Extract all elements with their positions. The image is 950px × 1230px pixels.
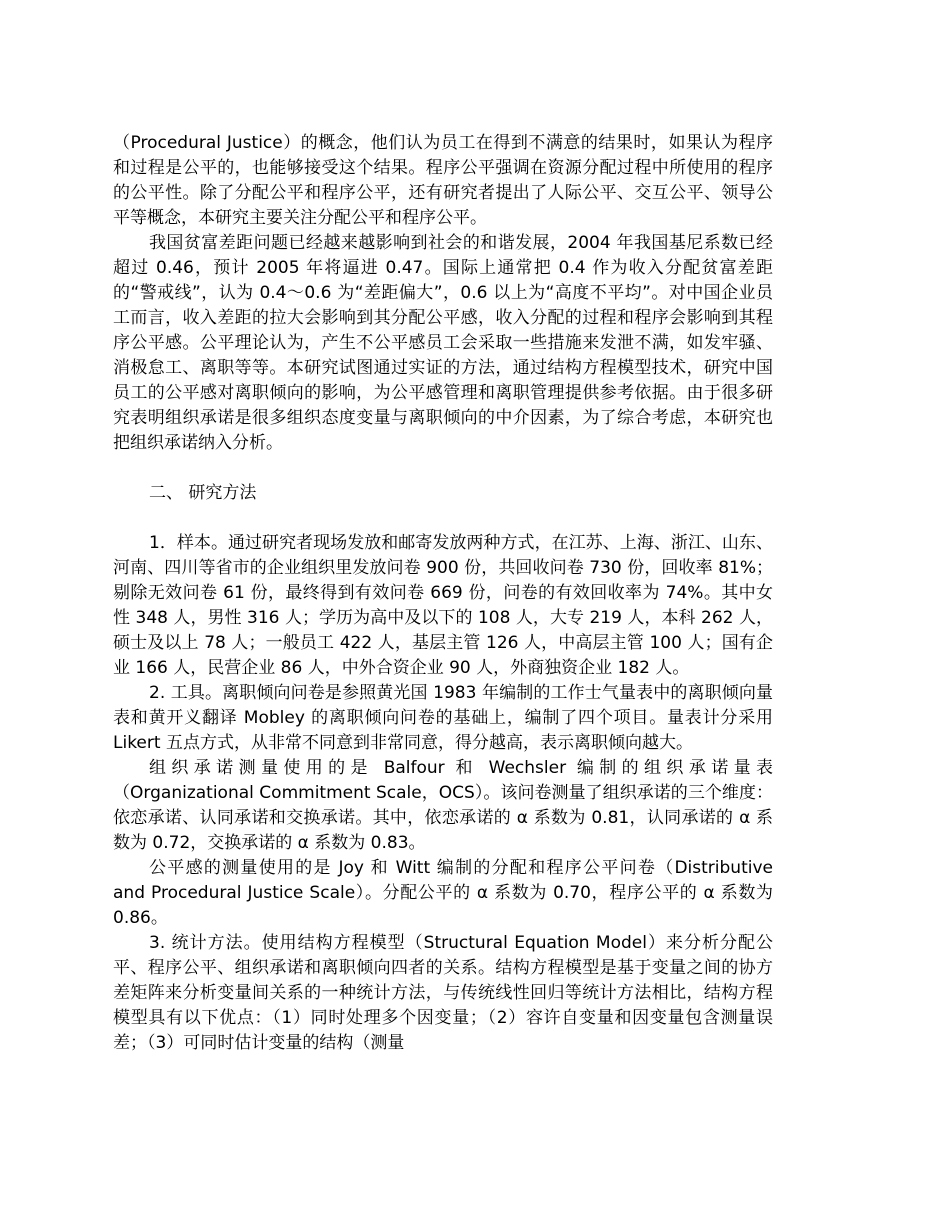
- paragraph-background: 我国贫富差距问题已经越来越影响到社会的和谐发展，2004 年我国基尼系数已经超过 0.46，预计 2005 年将逼进 0.47。国际上通常把 0.4 作为收入分配贫富差距的“警戒线”，认为 0.4～0.6 为“差距偏大”，0.6 以上为“高度不平均”。对中国企业员工而言，收入差距的拉大会影响到其分配公平感，收入分配的过程和程序会影响到其程序公平感。公平理论认为，产生不公平感员工会采取一些措施来发泄不满，如发牢骚、消极怠工、离职等等。本研究试图通过实证的方法，通过结构方程模型技术，研究中国员工的公平感对离职倾向的影响，为公平感管理和离职管理提供参考依据。由于很多研究表明组织承诺是很多组织态度变量与离职倾向的中介因素，为了综合考虑，本研究也把组织承诺纳入分析。: [113, 233, 773, 453]
- paragraph-justice-scale: 公平感的测量使用的是 Joy 和 Witt 编制的分配和程序公平问卷（Distributive and Procedural Justice Scale）。分配公平的 α 系数为 0.70，程序公平的 α 系数为 0.86。: [113, 858, 773, 928]
- paragraph-statistics: 3. 统计方法。使用结构方程模型（Structural Equation Model）来分析分配公平、程序公平、组织承诺和离职倾向四者的关系。结构方程模型是基于变量之间的协方差矩阵来分析变量间关系的一种统计方法，与传统线性回归等统计方法相比，结构方程模型具有以下优点：（1）同时处理多个因变量；（2）容许自变量和因变量包含测量误差；（3）可同时估计变量的结构（测量: [113, 933, 773, 1053]
- section-heading-methods: 二、 研究方法: [149, 483, 257, 503]
- paragraph-tools: 2. 工具。离职倾向问卷是参照黄光国 1983 年编制的工作士气量表中的离职倾向量表和黄开义翻译 Mobley 的离职倾向问卷的基础上，编制了四个项目。量表计分采用 Likert 五点方式，从非常不同意到非常同意，得分越高，表示离职倾向越大。: [113, 683, 773, 753]
- paragraph-commitment-scale: 组织承诺测量使用的是 Balfour 和 Wechsler 编制的组织承诺量表（Organizational Commitment Scale，OCS）。该问卷测量了组织承诺的三个维度：依恋承诺、认同承诺和交换承诺。其中，依恋承诺的 α 系数为 0.81，认同承诺的 α 系数为 0.72，交换承诺的 α 系数为 0.83。: [113, 758, 773, 853]
- paragraph-procedural-justice: （Procedural Justice）的概念，他们认为员工在得到不满意的结果时，如果认为程序和过程是公平的，也能够接受这个结果。程序公平强调在资源分配过程中所使用的程序的公平性。除了分配公平和程序公平，还有研究者提出了人际公平、交互公平、领导公平等概念，本研究主要关注分配公平和程序公平。: [113, 133, 773, 228]
- paragraph-sample: 1．样本。通过研究者现场发放和邮寄发放两种方式，在江苏、上海、浙江、山东、河南、四川等省市的企业组织里发放问卷 900 份，共回收问卷 730 份，回收率 81%；剔除无效问卷 61 份，最终得到有效问卷 669 份，问卷的有效回收率为 74%。其中女性 348 人，男性 316 人；学历为高中及以下的 108 人，大专 219 人，本科 262 人，硕士及以上 78 人；一般员工 422 人，基层主管 126 人，中高层主管 100 人；国有企业 166 人，民营企业 86 人，中外合资企业 90 人，外商独资企业 182 人。: [113, 533, 773, 678]
- document-body: [113, 131, 773, 1056]
